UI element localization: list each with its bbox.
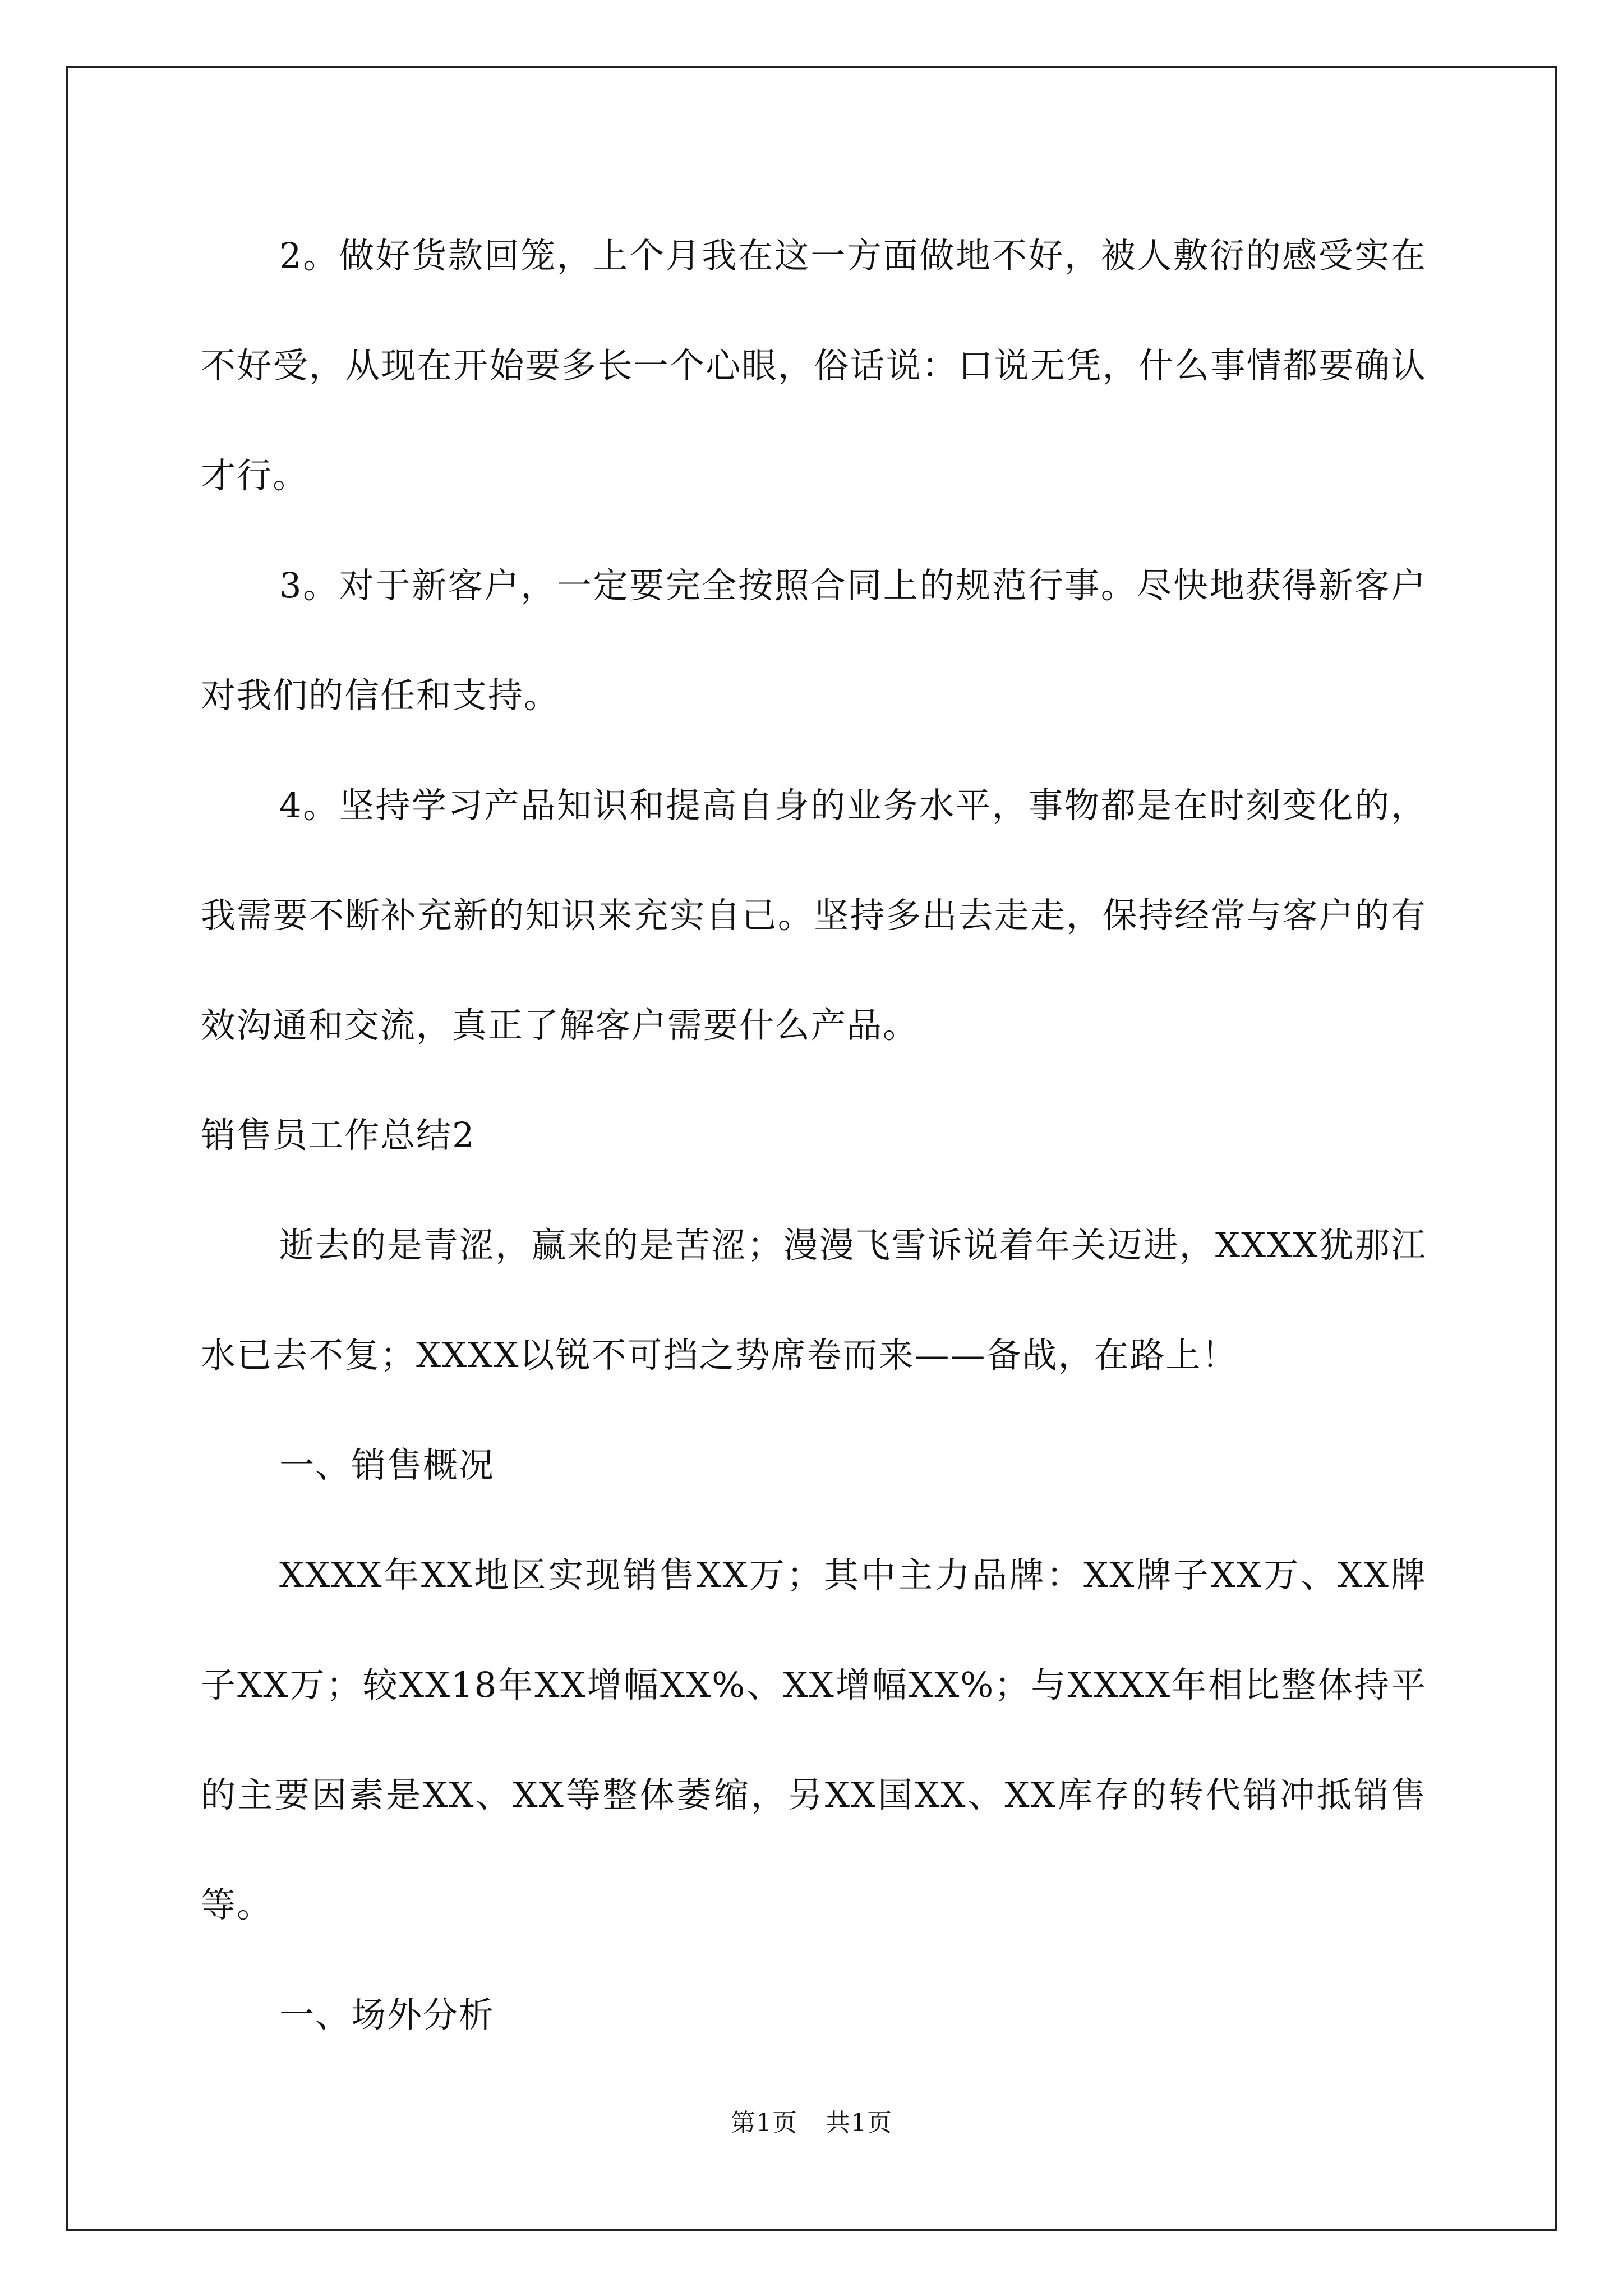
- subheading-sales-overview: 一、销售概况: [279, 1444, 495, 1485]
- page-total: 共1页: [826, 2109, 892, 2137]
- sales-overview-paragraph: XXXX年XX地区实现销售XX万；其中主力品牌：XX牌子XX万、XX牌子XX万；较XX18年XX增幅XX%、XX增幅XX%；与XXXX年相比整体持平的主要因素是XX、XX等整体萎缩，另XX国XX、XX库存的转代销冲抵销售等。: [201, 1554, 1427, 1925]
- document-body: [201, 201, 1427, 2070]
- page-number: 第1页: [731, 2109, 797, 2137]
- page-footer: [0, 2102, 1623, 2138]
- paragraph-item-3: 3。对于新客户，一定要完全按照合同上的规范行事。尽快地获得新客户对我们的信任和支持。: [201, 565, 1427, 716]
- paragraph-item-4: 4。坚持学习产品知识和提高自身的业务水平，事物都是在时刻变化的，我需要不断补充新的知识来充实自己。坚持多出去走走，保持经常与客户的有效沟通和交流，真正了解客户需要什么产品。: [201, 785, 1427, 1046]
- paragraph-item-2: 2。做好货款回笼，上个月我在这一方面做地不好，被人敷衍的感受实在不好受，从现在开始要多长一个心眼，俗话说：口说无凭，什么事情都要确认才行。: [201, 235, 1427, 496]
- section-title: 销售员工作总结2: [201, 1115, 476, 1156]
- subheading-external-analysis: 一、场外分析: [279, 1994, 495, 2035]
- intro-paragraph: 逝去的是青涩，赢来的是苦涩；漫漫飞雪诉说着年关迈进，XXXX犹那江水已去不复；XXXX以锐不可挡之势席卷而来——备战，在路上！: [201, 1225, 1427, 1375]
